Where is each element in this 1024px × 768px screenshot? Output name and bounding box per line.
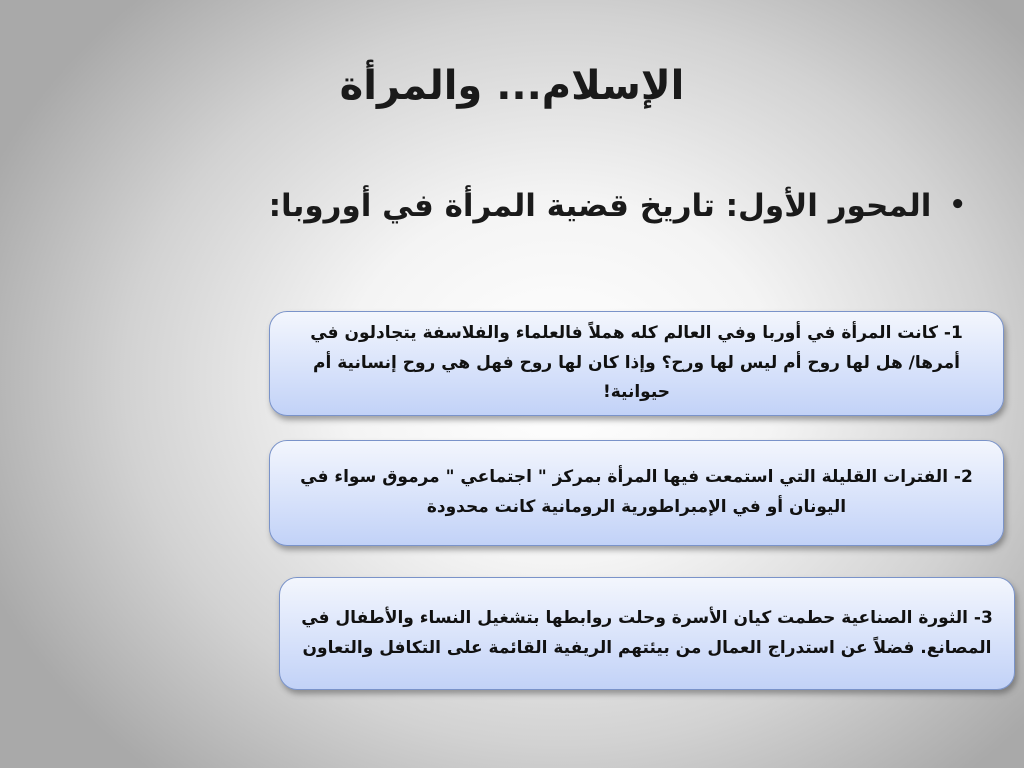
point-text-3: 3- الثورة الصناعية حطمت كيان الأسرة وحلت روابطها بتشغيل النساء والأطفال في المصانع. فضلاً عن استدراج العمال من بيئتهم الريفية القائمة على التكافل والتعاون xyxy=(301,607,993,658)
bullet-icon: • xyxy=(949,190,966,221)
point-text-1: 1- كانت المرأة في أوربا وفي العالم كله هملاً فالعلماء والفلاسفة يتجادلون في أمرها/ هل لها روح أم ليس لها ورح؟ وإذا كان لها روح فهل هي روح إنسانية أم حيوانية! xyxy=(310,322,963,403)
point-text-2: 2- الفترات القليلة التي استمعت فيها المرأة بمركز " اجتماعي " مرموق سواء في اليونان أو في الإمبراطورية الرومانية كانت محدودة xyxy=(300,467,973,517)
slide-subtitle xyxy=(246,186,966,226)
slide-title: الإسلام... والمرأة xyxy=(339,63,685,109)
point-box-2 xyxy=(269,440,1004,546)
subtitle-text: المحور الأول: تاريخ قضية المرأة في أوروبا: xyxy=(268,188,932,224)
point-box-3 xyxy=(279,577,1015,690)
point-box-1 xyxy=(269,311,1004,416)
